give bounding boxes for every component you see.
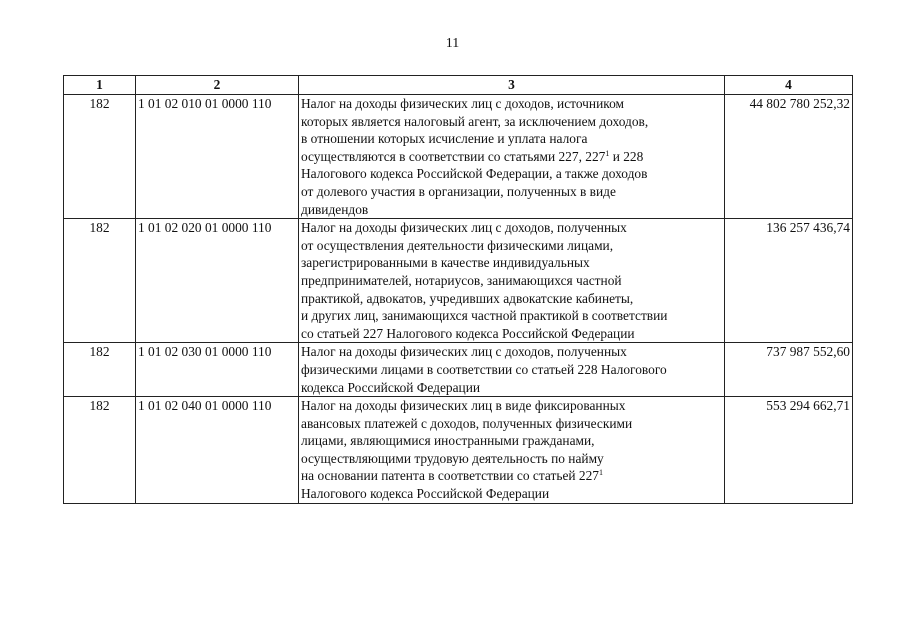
revenue-description-cell <box>299 219 725 343</box>
admin-code-cell: 182 <box>64 343 136 397</box>
column-header-4: 4 <box>725 76 853 95</box>
amount-cell: 136 257 436,74 <box>725 219 853 343</box>
amount-cell: 737 987 552,60 <box>725 343 853 397</box>
description-line: Налог на доходы физических лиц с доходов, источником <box>301 96 624 111</box>
description-line: Налог на доходы физических лиц с доходов, полученных <box>301 344 627 360</box>
column-header-2: 2 <box>136 76 299 95</box>
amount-cell: 44 802 780 252,32 <box>725 95 853 219</box>
description-line: предпринимателей, нотариусов, занимающихся частной <box>301 272 622 288</box>
description-text: и 228 <box>609 148 644 164</box>
revenue-description-cell <box>299 397 725 504</box>
table-row <box>64 343 853 397</box>
description-line-with-superscript <box>301 467 722 485</box>
admin-code-cell: 182 <box>64 95 136 219</box>
table-header-row <box>64 76 853 95</box>
description-text: на основании патента в соответствии со статьей 227 <box>301 468 599 484</box>
description-line: лицами, являющимися иностранными гражданами, <box>301 433 595 449</box>
description-line: которых является налоговый агент, за исключением доходов, <box>301 113 649 129</box>
table-row <box>64 219 853 343</box>
description-line: в отношении которых исчисление и уплата налога <box>301 131 588 147</box>
budget-code-cell: 1 01 02 040 01 0000 110 <box>136 397 299 504</box>
budget-code-cell: 1 01 02 030 01 0000 110 <box>136 343 299 397</box>
description-line: практикой, адвокатов, учредивших адвокатские кабинеты, <box>301 290 634 306</box>
description-line: кодекса Российской Федерации <box>301 379 481 395</box>
amount-cell: 553 294 662,71 <box>725 397 853 504</box>
description-line: Налог на доходы физических лиц с доходов, полученных <box>301 220 627 236</box>
revenue-description-cell <box>299 95 725 219</box>
budget-code-cell: 1 01 02 020 01 0000 110 <box>136 219 299 343</box>
description-line: зарегистрированными в качестве индивидуальных <box>301 255 590 271</box>
description-line: авансовых платежей с доходов, полученных физическими <box>301 415 633 431</box>
budget-code-cell: 1 01 02 010 01 0000 110 <box>136 95 299 219</box>
description-line: со статьей 227 Налогового кодекса Российской Федерации <box>301 325 635 341</box>
description-line: от осуществления деятельности физическими лицами, <box>301 237 614 253</box>
admin-code-cell: 182 <box>64 219 136 343</box>
footnote-superscript: 1 <box>605 148 610 158</box>
admin-code-cell: 182 <box>64 397 136 504</box>
description-line-with-superscript <box>301 148 722 166</box>
table-row <box>64 95 853 219</box>
budget-revenue-table <box>63 75 853 504</box>
description-line: Налог на доходы физических лиц в виде фиксированных <box>301 398 626 414</box>
description-line: осуществляющими трудовую деятельность по найму <box>301 450 604 466</box>
description-line: Налогового кодекса Российской Федерации <box>301 486 550 502</box>
table-row <box>64 397 853 504</box>
description-line: Налогового кодекса Российской Федерации, а также доходов <box>301 166 648 182</box>
description-line: дивидендов <box>301 201 369 217</box>
description-line: и других лиц, занимающихся частной практикой в соответствии <box>301 308 668 324</box>
column-header-1: 1 <box>64 76 136 95</box>
column-header-3: 3 <box>299 76 725 95</box>
description-line: физическими лицами в соответствии со статьей 228 Налогового <box>301 361 667 377</box>
footnote-superscript: 1 <box>598 468 603 478</box>
description-line: от долевого участия в организации, полученных в виде <box>301 183 616 199</box>
description-text: осуществляются в соответствии со статьями 227, 227 <box>301 148 606 164</box>
page-number: 11 <box>445 36 460 51</box>
revenue-description-cell <box>299 343 725 397</box>
